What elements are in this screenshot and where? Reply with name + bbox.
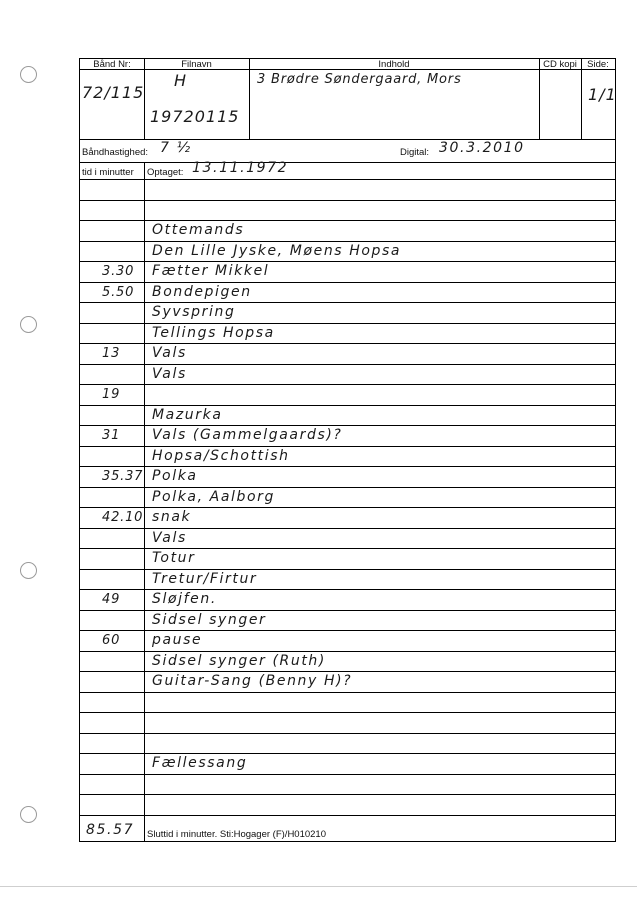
row-rule xyxy=(80,261,615,262)
header-cd-kopi: CD kopi xyxy=(543,59,577,70)
row-tune-title: Sidsel synger (Ruth) xyxy=(152,652,326,669)
row-time: 19 xyxy=(102,387,121,402)
row-tune-title: Mazurka xyxy=(152,406,223,423)
row-time: 49 xyxy=(102,592,121,607)
row-tune-title: Sløjfen. xyxy=(152,591,217,607)
row-rule xyxy=(80,200,615,201)
row-tune-title: Vals xyxy=(152,529,187,546)
digital-label: Digital: xyxy=(400,147,430,158)
binder-hole-2 xyxy=(20,316,37,333)
row-rule xyxy=(80,712,615,713)
row-rule xyxy=(80,405,615,406)
row-rule xyxy=(80,425,615,426)
row-rule xyxy=(80,302,615,303)
bandhastighed-value: 7 ½ xyxy=(160,140,192,156)
row-rule xyxy=(80,323,615,324)
time-col-divider xyxy=(144,162,145,841)
binder-hole-1 xyxy=(20,66,37,83)
row-rule xyxy=(80,815,615,816)
row-tune-title: Bondepigen xyxy=(152,283,252,300)
row-rule xyxy=(80,651,615,652)
row-tune-title: Guitar-Sang (Benny H)? xyxy=(152,673,353,689)
row-tune-title: Ottemands xyxy=(152,222,245,238)
row-rule xyxy=(80,384,615,385)
row-tune-title: Hopsa/Schottish xyxy=(152,447,290,464)
row-rule xyxy=(80,794,615,795)
row-rule xyxy=(80,733,615,734)
row-tune-title: Fætter Mikkel xyxy=(152,263,270,279)
row-tune-title: Fællessang xyxy=(152,755,248,771)
row-rule xyxy=(80,610,615,611)
row-tune-title: snak xyxy=(152,509,192,525)
optaget-value: 13.11.1972 xyxy=(192,160,289,176)
header-side: Side: xyxy=(587,59,609,70)
sluttid-label: Sluttid i minutter. Sti:Hogager (F)/H010210 xyxy=(147,829,327,840)
row-rule xyxy=(80,343,615,344)
row-rule xyxy=(80,364,615,365)
header-band-nr: Bånd Nr: xyxy=(93,59,131,70)
row-rule xyxy=(80,753,615,754)
indhold-value: 3 Brødre Søndergaard, Mors xyxy=(257,72,462,87)
row-tune-title: Vals xyxy=(152,365,187,382)
row-rule xyxy=(80,569,615,570)
digital-value: 30.3.2010 xyxy=(439,140,525,156)
col-divider-3 xyxy=(539,59,540,139)
row-tune-title: Sidsel synger xyxy=(152,611,267,628)
row-rule xyxy=(80,774,615,775)
optaget-label: Optaget: xyxy=(147,167,184,178)
side-value: 1/1 xyxy=(588,85,617,104)
row-tune-title: Den Lille Jyske, Møens Hopsa xyxy=(152,242,402,259)
row-tune-title: Polka, Aalborg xyxy=(152,488,276,505)
row-tune-title: Vals (Gammelgaards)? xyxy=(152,427,343,443)
filnavn-top-value: H xyxy=(174,71,188,90)
header-indhold: Indhold xyxy=(378,59,410,70)
row-rule xyxy=(80,507,615,508)
bandhastighed-label: Båndhastighed: xyxy=(82,147,149,158)
sluttid-value: 85.57 xyxy=(86,822,135,838)
row-time: 5.50 xyxy=(102,284,135,300)
row-tune-title: pause xyxy=(152,632,203,648)
binder-hole-4 xyxy=(20,806,37,823)
row-rule xyxy=(80,528,615,529)
row-time: 35.37 xyxy=(102,469,144,484)
row-tune-title: Tretur/Firtur xyxy=(152,570,258,587)
row-rule xyxy=(80,548,615,549)
row-rule xyxy=(80,466,615,467)
row-rule xyxy=(80,446,615,447)
page-edge xyxy=(0,886,637,887)
row-tune-title: Tellings Hopsa xyxy=(152,324,275,341)
row-tune-title: Vals xyxy=(152,345,187,361)
row-time: 60 xyxy=(102,633,121,648)
row-rule xyxy=(80,282,615,283)
binder-hole-3 xyxy=(20,562,37,579)
row-rule xyxy=(80,671,615,672)
row-tune-title: Polka xyxy=(152,468,198,484)
row-time: 42.10 xyxy=(102,510,144,525)
row-rule xyxy=(80,487,615,488)
filnavn-bottom-value: 19720115 xyxy=(150,107,240,126)
row-rule xyxy=(80,179,615,180)
col-divider-2 xyxy=(249,59,250,139)
speed-line xyxy=(80,162,615,163)
row-rule xyxy=(80,241,615,242)
row-rule xyxy=(80,692,615,693)
row-time: 31 xyxy=(102,428,121,443)
recording-log-form xyxy=(79,58,616,842)
row-rule xyxy=(80,589,615,590)
row-time: 3.30 xyxy=(102,264,135,279)
col-divider-4 xyxy=(581,59,582,139)
row-time: 13 xyxy=(102,346,121,361)
row-rule xyxy=(80,630,615,631)
row-tune-title: Syvspring xyxy=(152,304,236,320)
tid-i-minutter-label: tid i minutter xyxy=(82,167,134,178)
row-rule xyxy=(80,220,615,221)
band-nr-value: 72/115 xyxy=(82,83,145,102)
row-tune-title: Totur xyxy=(152,550,196,566)
header-filnavn: Filnavn xyxy=(181,59,212,70)
